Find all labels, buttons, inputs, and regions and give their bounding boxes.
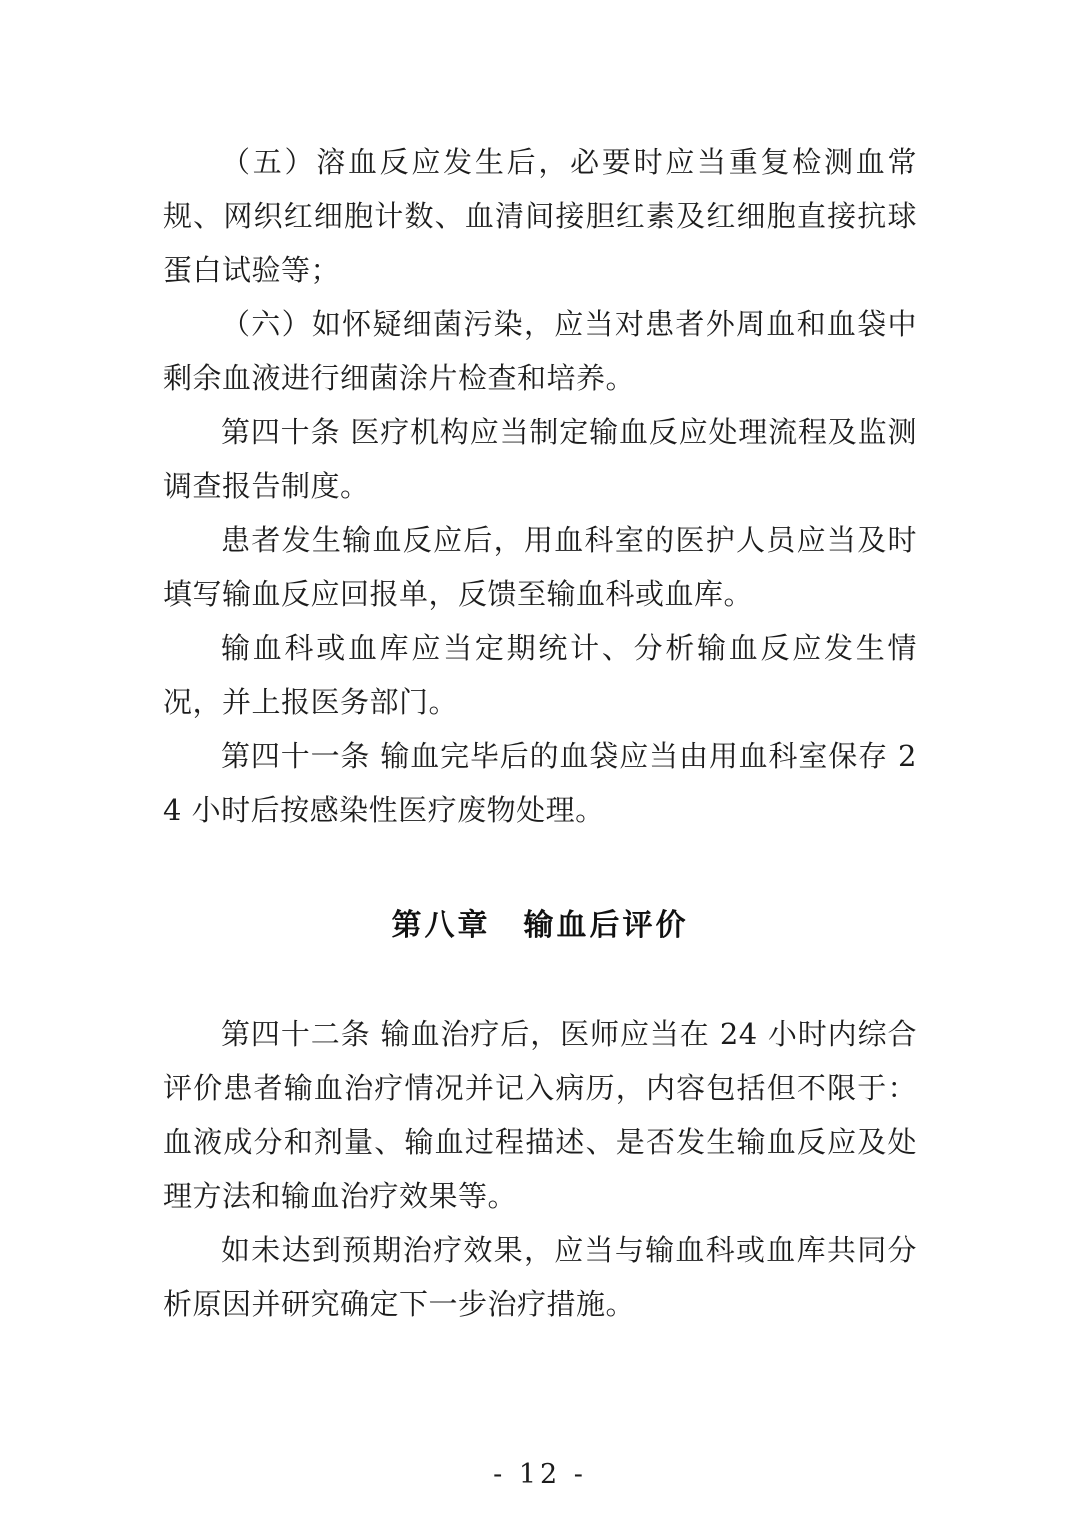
chapter-8-heading: 第八章 输血后评价	[391, 908, 689, 943]
clause-6-paragraph: （六）如怀疑细菌污染，应当对患者外周血和血袋中剩余血液进行细菌涂片检查和培养。	[163, 307, 917, 395]
document-content	[163, 135, 917, 1331]
article-42-paragraph: 第四十二条 输血治疗后，医师应当在 24 小时内综合评价患者输血治疗情况并记入病历，内容包括但不限于：血液成分和剂量、输血过程描述、是否发生输血反应及处理方法和输血治疗效果等。	[163, 1017, 917, 1213]
transfusion-reaction-report-paragraph: 患者发生输血反应后，用血科室的医护人员应当及时填写输血反应回报单，反馈至输血科或血库。	[163, 523, 917, 611]
statistics-report-paragraph: 输血科或血库应当定期统计、分析输血反应发生情况，并上报医务部门。	[163, 631, 917, 719]
page-number: - 12 -	[493, 1459, 587, 1490]
article-40-paragraph: 第四十条 医疗机构应当制定输血反应处理流程及监测调查报告制度。	[163, 415, 917, 503]
article-41-paragraph: 第四十一条 输血完毕后的血袋应当由用血科室保存 24 小时后按感染性医疗废物处理。	[163, 739, 917, 827]
treatment-effect-analysis-paragraph: 如未达到预期治疗效果，应当与输血科或血库共同分析原因并研究确定下一步治疗措施。	[163, 1233, 917, 1321]
clause-5-paragraph: （五）溶血反应发生后，必要时应当重复检测血常规、网织红细胞计数、血清间接胆红素及红细胞直接抗球蛋白试验等；	[163, 145, 917, 287]
